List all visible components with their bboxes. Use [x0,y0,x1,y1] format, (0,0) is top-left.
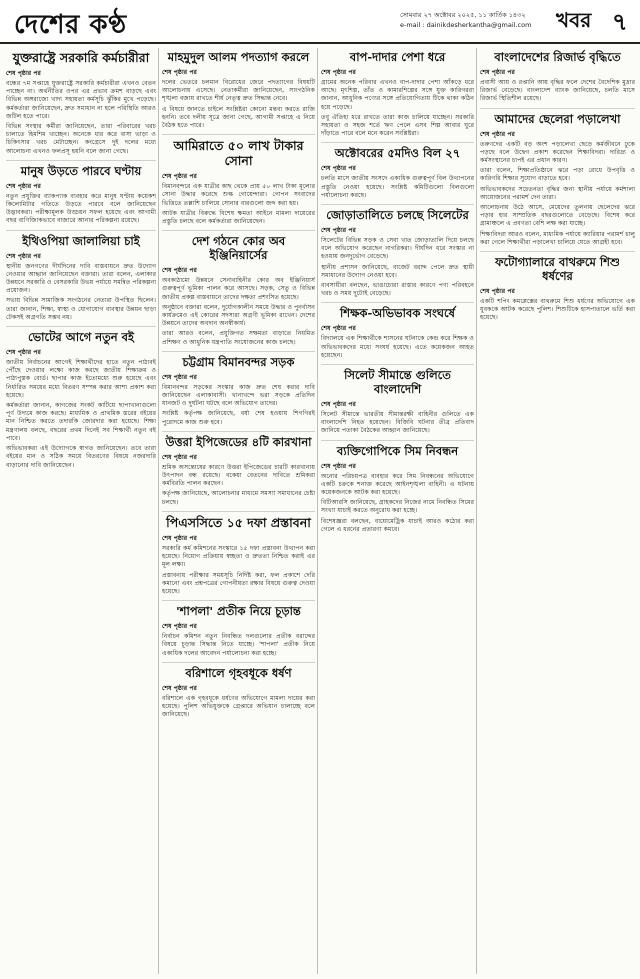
article-paragraph: আটক যাত্রীর বিরুদ্ধে বিশেষ ক্ষমতা আইনে মামলা দায়েরের প্রস্তুতি চলছে বলে কর্মকর্তারা জানিয়েছেন। [162,209,315,226]
article-divider [162,134,315,135]
article-paragraph: স্থানীয় জনগণের দীর্ঘদিনের দাবি বাস্তবায়নে দ্রুত উদ্যোগ নেওয়ার আহ্বান জানিয়েছেন বক্তারা। তারা বলেন, এলাকার উন্নয়নে সরকারি ও বেসরকারি উভয় পর্যায়ে সমন্বিত পরিকল্পনা প্রয়োজন। [6,262,156,295]
article-divider [480,108,635,109]
article-paragraph: অন্যের পরিচয়পত্র ব্যবহার করে সিম নিবন্ধনের অভিযোগে একটি চক্রকে শনাক্ত করেছে আইনশৃঙ্খলা বাহিনী। এ ঘটনায় কয়েকজনকে আটক করা হয়েছে। [321,472,474,497]
article-paragraph: নতুন প্রযুক্তির ব্যাকপ্যাক ব্যবহার করে মানুষ ঘণ্টায় কয়েকশ কিলোমিটার গতিতে উড়তে পারবে বলে জানিয়েছেন উদ্ভাবকরা। পরীক্ষামূলক উড্ডয়ন সফল হয়েছে এবং আগামী বছর বাণিজ্যিকভাবে বাজারে আনার পরিকল্পনা রয়েছে। [6,192,156,225]
article-paragraph: কর্তৃপক্ষ জানিয়েছে, আলোচনার মাধ্যমে সমস্যা সমাধানের চেষ্টা চলছে। [162,490,315,506]
article [162,355,315,427]
article-paragraph: অভিভাবকরা এই উদ্যোগকে স্বাগত জানিয়েছেন। তবে তারা বইয়ের মান ও সঠিক সময়ে বিতরণের বিষয়ে নজরদারি বাড়ানোর দাবি জানিয়েছেন। [6,445,156,469]
article [162,50,315,130]
article-divider [6,160,156,161]
article-divider [321,440,474,441]
article-divider [480,251,635,252]
article-headline: ফটোগ্যালারে বাথরুমে শিশু ধর্ষণের [495,255,620,284]
article-kicker: শেষ পৃষ্ঠার পর [480,288,515,296]
article-paragraph: কর্মকর্তারা জানান, কাগজের সংকট কাটিয়ে ছাপাখানাগুলো পূর্ণ উদ্যমে কাজ করছে। মাধ্যমিক ও প্রাথমিক স্তরের বইয়ের মান নিশ্চিত করতে তদারকি জোরদার করা হয়েছে। শিক্ষা মন্ত্রণালয় বলছে, বছরের প্রথম দিনেই সব শিক্ষার্থী নতুন বই পাবে। [6,402,156,442]
column-2 [162,48,315,974]
article-kicker: শেষ পৃষ্ঠার পর [162,453,197,461]
article-paragraph: বিমানবন্দর সড়কের সংস্কার কাজ দ্রুত শেষ করার দাবি জানিয়েছেন এলাকাবাসী। খানাখন্দে ভরা সড়কে প্রতিদিন যানজট ও দুর্ঘটনা ঘটছে বলে অভিযোগ তাদের। [162,383,315,408]
article-kicker: শেষ পৃষ্ঠার পর [162,623,197,631]
issue-date: সোমবার ২৭ অক্টোবর ২০২৫, ১১ কার্তিক ১৪৩২ [400,11,526,19]
article-paragraph: অনুষ্ঠানে বক্তারা বলেন, দুর্যোগকালীন সময়ে উদ্ধার ও পুনর্বাসন কার্যক্রমেও এই কোরের সদস্যরা অগ্রণী ভূমিকা রাখেন। দেশের উন্নয়নে তাদের অবদান অনস্বীকার্য। [162,303,315,328]
article-paragraph: শিক্ষাবিদরা আরও বলেন, মাধ্যমিক পর্যায়ে ক্যারিয়ার পরামর্শ চালু করা গেলে শিক্ষার্থীরা পড়ালেখা চালিয়ে যেতে আগ্রহী হবে। [480,230,635,246]
article-divider [162,230,315,231]
article-divider [321,364,474,365]
contact-email: e-mail : dainikdesherkantha@gmail.com [400,21,532,29]
article-headline: পিএসসিতে ১৫ দফা প্রস্তাবনা [166,514,311,530]
article-paragraph: নির্বাচন কমিশন নতুন নিবন্ধিত দলগুলোর প্রতীক বরাদ্দের বিষয়ে চূড়ান্ত সিদ্ধান্ত নিতে যাচ্ছে। 'শাপলা' প্রতীক নিয়ে একাধিক দলের আবেদন পর্যালোচনা করা হচ্ছে। [162,633,315,657]
article-paragraph: বিদ্যালয়ে এক শিক্ষার্থীকে শাসনের ঘটনাকে কেন্দ্র করে শিক্ষক ও অভিভাবকদের মধ্যে সংঘর্ষ হয়েছে। এতে কয়েকজন আহত হয়েছেন। [321,335,474,359]
article-divider [321,204,474,205]
column-1 [6,48,156,974]
article-divider [162,662,315,663]
article-headline: শিক্ষক-অভিভাবক সংঘর্ষে [339,306,455,321]
column-3 [321,48,474,974]
article-paragraph: দলের ভেতরে চলমান বিরোধের জেরে পদত্যাগের বিষয়টি আলোচনায় এসেছে। নেতাকর্মীরা জানিয়েছেন, সাংগঠনিক শৃঙ্খলা বজায় রাখতে শীর্ষ নেতৃত্ব দ্রুত সিদ্ধান্ত নেবে। [162,79,315,103]
article-paragraph: জাতীয় নির্বাচনের আগেই শিক্ষার্থীদের হাতে নতুন পাঠ্যবই পৌঁছে দেওয়ার লক্ষ্যে কাজ করছে জাতীয় শিক্ষাক্রম ও পাঠ্যপুস্তক বোর্ড। ছাপার কাজ ইতোমধ্যে শুরু হয়েছে এবং নির্ধারিত সময়ের মধ্যে বিতরণ সম্পন্ন করার আশা প্রকাশ করা হয়েছে। [6,359,156,399]
article-paragraph: অভিভাবকদের সচেতনতা বৃদ্ধির জন্য স্থানীয় পর্যায়ে কর্মশালা আয়োজনের পরামর্শ দেন তারা। [480,185,635,201]
article-headline: মানুষ উড়তে পারবে ঘণ্টায় [20,163,142,178]
article-kicker: শেষ পৃষ্ঠার পর [321,227,356,235]
article-paragraph: গ্রামের অনেক পরিবার এখনও বাপ-দাদার পেশা আঁকড়ে ধরে আছে। মৃৎশিল্প, তাঁত ও কামারশিল্পের সঙ্গে যুক্ত কারিগররা জানান, আধুনিক পণ্যের সঙ্গে প্রতিযোগিতায় টিকে থাকা কঠিন হয়ে পড়েছে। [321,79,474,111]
article-kicker: শেষ পৃষ্ঠার পর [6,252,41,260]
article [321,208,474,298]
article-paragraph: বিমানবন্দরে এক যাত্রীর কাছ থেকে প্রায় ৫০ লাখ টাকা মূল্যের সোনা উদ্ধার করেছে শুল্ক গোয়েন্দারা। গোপন সংবাদের ভিত্তিতে তল্লাশি চালিয়ে সোনার বারগুলো জব্দ করা হয়। [162,183,315,207]
article [6,50,156,156]
article-paragraph: স্থানীয় প্রশাসন জানিয়েছে, বাজেট বরাদ্দ পেলে দ্রুত স্থায়ী সমাধানের উদ্যোগ নেওয়া হবে। [321,263,474,279]
article-headline: আমিরাতে ৫০ লাখ টাকার সোনা [173,138,304,169]
article-paragraph: তারা বলেন, শিক্ষাপ্রতিষ্ঠানে ঝরে পড়া রোধে উপবৃত্তি ও কারিগরি শিক্ষার সুযোগ বাড়াতে হবে। [480,167,635,183]
article-paragraph: বরিশালে এক গৃহবধূকে ধর্ষণের অভিযোগে মামলা দায়ের করা হয়েছে। পুলিশ অভিযুক্তকে গ্রেপ্তারে অভিযান চালাচ্ছে বলে জানিয়েছে। [162,694,315,719]
article-kicker: শেষ পৃষ্ঠার পর [162,173,197,181]
article-paragraph: সিলেট সীমান্তে ভারতীয় সীমান্তরক্ষী বাহিনীর গুলিতে এক বাংলাদেশি নিহত হয়েছেন। বিজিবি ঘটনার তীব্র প্রতিবাদ জানিয়ে পতাকা বৈঠকের আহ্বান জানিয়েছে। [321,411,474,435]
article-kicker: শেষ পৃষ্ঠার পর [162,267,197,275]
article-kicker: শেষ পৃষ্ঠার পর [162,684,197,692]
article [162,138,315,226]
article [162,515,315,596]
article-headline: 'শাপলা' প্রতীক নিয়ে চূড়ান্ত [176,604,301,619]
article-headline: ইথিওপিয়া জালালিয়া চাই [22,233,140,248]
article-paragraph: সিলেটের বিভিন্ন সড়ক ও সেবা খাত জোড়াতালি দিয়ে চলছে বলে অভিযোগ করেছেন নাগরিকরা। দীর্ঘদিন ধরে সংস্কার না হওয়ায় জনদুর্ভোগ বেড়েছে। [321,237,474,261]
article-paragraph: তারা আরও বলেন, প্রযুক্তিগত সক্ষমতা বাড়াতে নিয়মিত প্রশিক্ষণ ও আধুনিক যন্ত্রপাতি সংযোজনের কাজ চলছে। [162,330,315,346]
column-rule [476,48,477,974]
page-number: ৭ [612,7,628,36]
article-paragraph: এ বিষয়ে জানতে চাইলে সংশ্লিষ্টরা কোনো মন্তব্য করতে রাজি হননি। তবে দলীয় সূত্রে জানা গেছে, আগামী সপ্তাহে এ নিয়ে বৈঠক হতে পারে। [162,105,315,130]
article-paragraph: বন্ধের ৭ম সপ্তাহে যুক্তরাষ্ট্রে সরকারি কর্মচারীরা এখনও বেতন পাচ্ছেন না। অর্থনীতির ওপর এর প্রভাব ক্রমশ বাড়ছে এবং বিভিন্ন অঙ্গরাজ্যে খাদ্য সহায়তা কর্মসূচি ঝুঁকির মুখে পড়েছে। কর্মকর্তারা জানিয়েছেন, দ্রুত সমাধান না হলে পরিস্থিতি আরও জটিল হতে পারে। [6,80,156,120]
article-headline: ভোটের আগে নতুন বই [27,330,135,345]
article-divider [321,302,474,303]
article [321,146,474,200]
article-divider [162,600,315,601]
article-divider [6,326,156,327]
article [6,234,156,322]
article [6,330,156,470]
article-kicker: শেষ পৃষ্ঠার পর [321,165,356,173]
section-name: খবর [556,8,592,32]
article-headline: ব্যক্তিগোপিকে সিম নিবন্ধন [336,443,459,458]
article-headline: বাপ-দাদার পেশা ধরে [349,50,446,64]
article-headline: চট্টগ্রাম বিমানবন্দর সড়ক [182,354,295,369]
article-paragraph: বিটিআরসি জানিয়েছে, গ্রাহকদের নিজের নামে নিবন্ধিত সিমের সংখ্যা যাচাই করতে অনুরোধ করা হচ্ছে। [321,499,474,515]
article-kicker: শেষ পৃষ্ঠার পর [6,70,41,77]
article [480,50,635,104]
masthead-meta [400,10,550,30]
article-kicker: শেষ পৃষ্ঠার পর [321,401,356,409]
article [162,435,315,507]
article-kicker: শেষ পৃষ্ঠার পর [480,69,515,76]
article-kicker: শেষ পৃষ্ঠার পর [6,182,41,190]
article [321,368,474,436]
article-paragraph: প্রস্তাবনায় পরীক্ষার সময়সূচি নির্দিষ্ট করা, ফল প্রকাশে দেরি কমানো এবং প্রশ্নপত্রের গোপনীয়তা রক্ষার বিষয়ে গুরুত্ব দেওয়া হয়েছে। [162,571,315,595]
article-headline: বরিশালে গৃহবধূকে ধর্ষণ [185,665,292,680]
article-headline: সিলেট সীমান্তে গুলিতে বাংলাদেশি [344,368,451,397]
article-paragraph: সংশ্লিষ্ট কর্তৃপক্ষ জানিয়েছে, বর্ষা শেষ হওয়ায় শিগগিরই পুরোদমে কাজ শুরু হবে। [162,410,315,426]
article-paragraph: তরুণদের একটি বড় অংশ পড়ালেখা ছেড়ে কর্মজীবনে ঢুকে পড়ছে বলে উদ্বেগ প্রকাশ করেছেন শিক্ষাবিদরা। দারিদ্র্য ও কর্মসংস্থানের চাপই এর প্রধান কারণ। [480,140,635,165]
article-paragraph: বিভিন্ন সংস্থার কর্মীরা জানিয়েছেন, তারা পরিবারের খরচ চালাতে হিমশিম খাচ্ছেন। অনেকে ধার করে বাসা ভাড়া ও চিকিৎসার খরচ মেটাচ্ছেন। কংগ্রেসে দুই দলের মধ্যে আলোচনা এখনও ফলপ্রসূ হয়নি বলে জানা গেছে। [6,123,156,155]
article [321,50,474,138]
article-headline: যুক্তরাষ্ট্রে সরকারি কর্মচারীরা [12,50,150,65]
article [6,164,156,226]
article [162,666,315,720]
article-kicker: শেষ পৃষ্ঠার পর [321,69,356,76]
article-kicker: শেষ পৃষ্ঠার পর [162,69,197,76]
article-divider [162,511,315,512]
article-paragraph: ব্যবসায়ীরা বলছেন, ভাঙাচোরা রাস্তার কারণে পণ্য পরিবহনে খরচ ও সময় দুটোই বেড়েছে। [321,282,474,298]
article-paragraph: আলোচনায় উঠে আসে, মেয়েদের তুলনায় ছেলেদের ঝরে পড়ার হার সাম্প্রতিক বছরগুলোতে বেড়েছে। বিশেষ করে গ্রামাঞ্চলে এ প্রবণতা বেশি লক্ষ করা যাচ্ছে। [480,204,635,228]
article-paragraph: সভায় বিভিন্ন সামাজিক সংগঠনের নেতারা উপস্থিত ছিলেন। তারা জানান, শিক্ষা, স্বাস্থ্য ও যোগাযোগ ব্যবস্থার উন্নয়ন ছাড়া টেকসই অগ্রগতি সম্ভব নয়। [6,297,156,321]
article-kicker: শেষ পৃষ্ঠার পর [162,534,197,542]
masthead [0,0,640,44]
article [162,604,315,658]
article-kicker: শেষ পৃষ্ঠার পর [480,130,515,138]
article [162,234,315,347]
article-headline: আমাদের ছেলেরা পড়ালেখা [494,111,621,126]
article-kicker: শেষ পৃষ্ঠার পর [321,462,356,470]
article [480,112,635,247]
article-divider [162,431,315,432]
article-paragraph: একটি শপিং কমপ্লেক্সের বাথরুমে শিশু ধর্ষণের অভিযোগে এক যুবককে আটক করেছে পুলিশ। শিশুটিকে হাসপাতালে ভর্তি করা হয়েছে। [480,298,635,322]
article-headline: উত্তরা ইপিজেডের ৪টি কারখানা [165,434,312,449]
column-rule [158,48,159,974]
newspaper-title: দেশের কণ্ঠ [14,10,127,40]
article-paragraph: প্রবাসী আয় ও রপ্তানি আয় বৃদ্ধির ফলে দেশের বৈদেশিক মুদ্রার রিজার্ভ বেড়েছে। বাংলাদেশ ব্যাংক জানিয়েছে, চলতি মাসে রিজার্ভ স্থিতিশীল রয়েছে। [480,79,635,103]
article-headline: অক্টোবরের ৫মদিও বিল ২৭ [334,146,461,161]
article-divider [6,230,156,231]
article-headline: মাহমুদুল আলম পদত্যাগ করলে [167,50,310,64]
article-headline: জোড়াতালিতে চলছে সিলেটের [326,208,469,223]
article-divider [162,351,315,352]
article-headline: বাংলাদেশের রিজার্ভ বৃদ্ধিতে [494,50,621,64]
article-paragraph: শ্রমিক অসন্তোষের কারণে উত্তরা ইপিজেডের চারটি কারখানায় উৎপাদন বন্ধ রয়েছে। বকেয়া বেতনের দাবিতে শ্রমিকরা কর্মবিরতি পালন করছেন। [162,463,315,488]
article [321,306,474,360]
article [321,444,474,534]
article-divider [321,142,474,143]
article-kicker: শেষ পৃষ্ঠার পর [162,373,197,381]
article-paragraph: সরকারি কর্ম কমিশনের সংস্কারে ১৫ দফা প্রস্তাবনা উত্থাপন করা হয়েছে। নিয়োগ প্রক্রিয়ায় স্বচ্ছতা ও দ্রুততা নিশ্চিত করাই এর মূল লক্ষ্য। [162,544,315,569]
article-kicker: শেষ পৃষ্ঠার পর [6,349,41,357]
article-headline: দেশ গঠনে কোর অব ইঞ্জিনিয়ার্সের [191,234,286,263]
article-paragraph: তবু ঐতিহ্য ধরে রাখতে তারা কাজ চালিয়ে যাচ্ছেন। সরকারি সহায়তা ও সহজ শর্তে ঋণ পেলে এসব শিল্প আবার ঘুরে দাঁড়াতে পারে বলে মনে করেন সংশ্লিষ্টরা। [321,113,474,138]
article-paragraph: চলতি মাসে জাতীয় সংসদে একাধিক গুরুত্বপূর্ণ বিল উত্থাপনের প্রস্তুতি নেওয়া হয়েছে। সংশ্লিষ্ট কমিটিগুলো বিলগুলো পর্যালোচনা করছে। [321,175,474,199]
column-4 [480,48,635,974]
article [480,255,635,323]
column-rule [317,48,318,974]
article-paragraph: বিশেষজ্ঞরা বলছেন, বায়োমেট্রিক যাচাই আরও কঠোর করা গেলে এ ধরনের প্রতারণা কমবে। [321,517,474,533]
article-kicker: শেষ পৃষ্ঠার পর [321,325,356,333]
article-paragraph: অবকাঠামো উন্নয়নে সেনাবাহিনীর কোর অব ইঞ্জিনিয়ার্স গুরুত্বপূর্ণ ভূমিকা পালন করে আসছে। সড়ক, সেতু ও বিভিন্ন জাতীয় প্রকল্প বাস্তবায়নে তাদের দক্ষতা প্রশংসিত হয়েছে। [162,277,315,301]
